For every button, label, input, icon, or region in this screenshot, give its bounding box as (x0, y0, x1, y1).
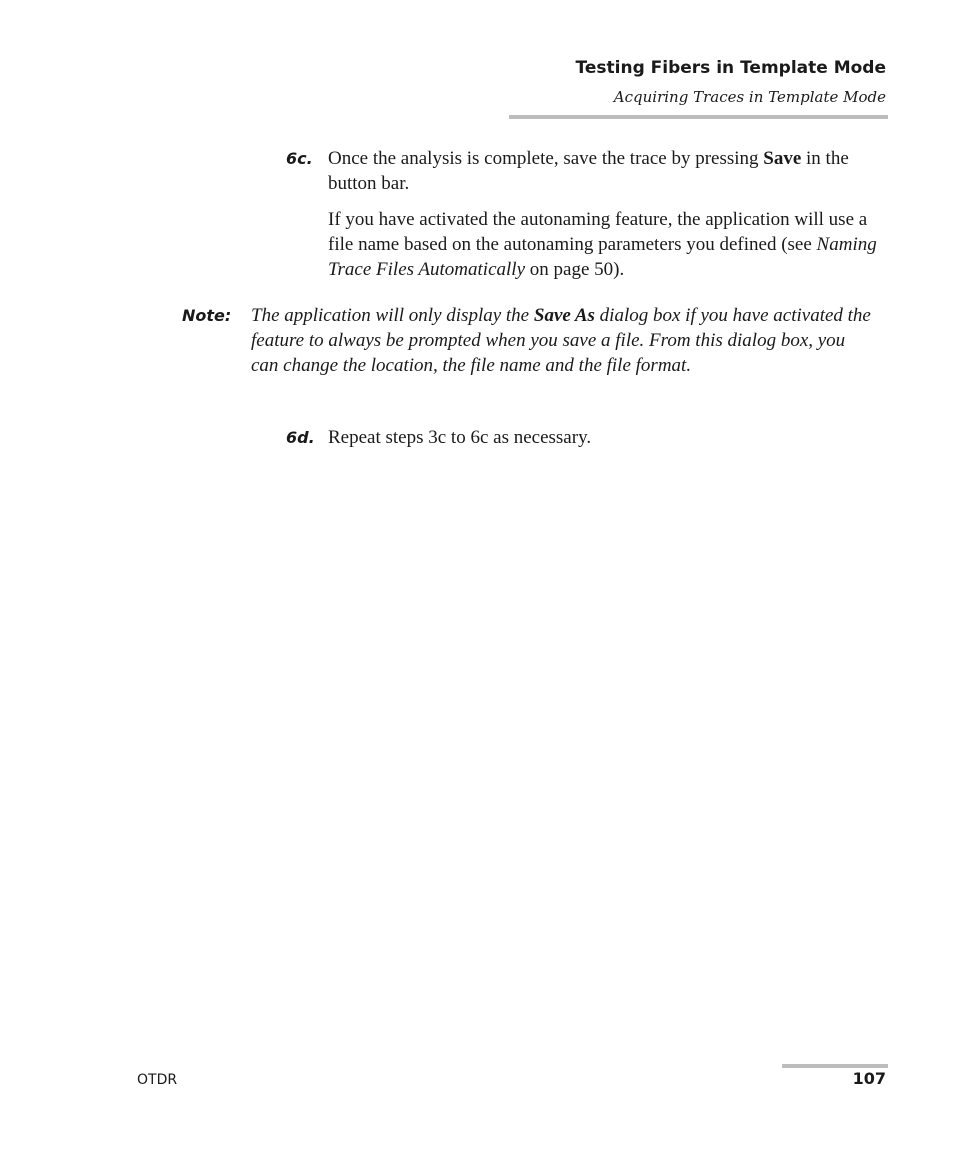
step-6d (286, 425, 886, 461)
header-divider (509, 115, 888, 119)
step-paragraph: Repeat steps 3c to 6c as necessary. (328, 427, 592, 448)
section-title: Acquiring Traces in Template Mode (613, 88, 886, 106)
running-header (576, 56, 886, 108)
note-block (182, 303, 882, 378)
step-body (328, 146, 886, 282)
step-body (328, 425, 886, 450)
step-number: 6d. (286, 428, 315, 447)
step-paragraph (328, 207, 886, 282)
note-text-part: dialog box if you have activated the feature to always be prompted when you save a file. From this dialog box, you can change the location, the file name and the file format. (251, 305, 871, 376)
note-label: Note: (182, 306, 232, 325)
note-text-part: The application will only display the (251, 305, 534, 326)
step-text: in the button bar. (328, 148, 849, 194)
save-button-reference: Save (763, 148, 802, 169)
step-text: If you have activated the autonaming feature, the application will use a file name based on the autonaming parameters you defined (see (328, 209, 868, 255)
step-text: on page 50). (525, 259, 625, 280)
step-paragraph (328, 146, 886, 196)
chapter-title: Testing Fibers in Template Mode (575, 58, 886, 78)
step-6c (286, 146, 886, 293)
step-text: Once the analysis is complete, save the trace by pressing (328, 148, 764, 169)
page-number: 107 (852, 1069, 886, 1088)
cross-reference: Naming Trace Files Automatically (328, 234, 877, 280)
note-text (251, 303, 871, 378)
step-number: 6c. (286, 149, 313, 168)
save-as-reference: Save As (533, 305, 595, 326)
footer-product-name: OTDR (137, 1072, 178, 1088)
